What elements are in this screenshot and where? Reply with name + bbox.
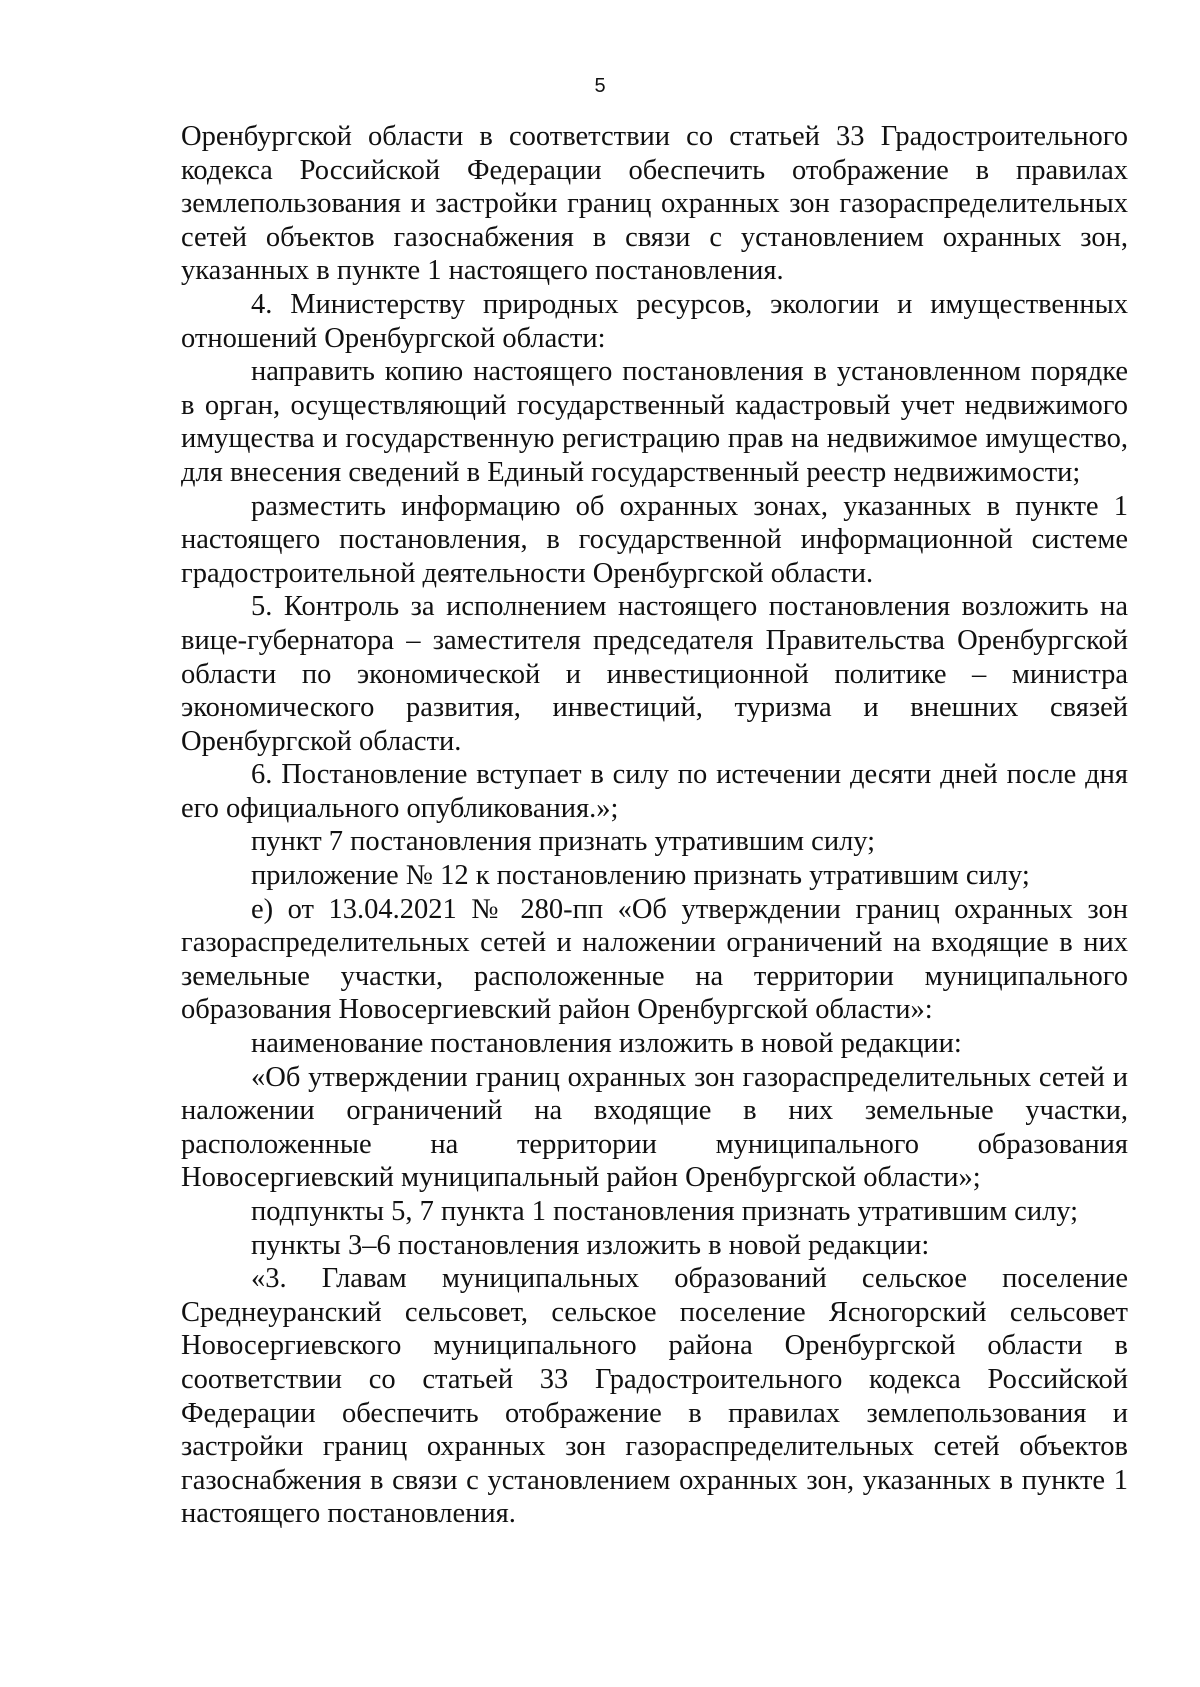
paragraph-new-item-3: «3. Главам муниципальных образований сельское поселение Среднеуранский сельсовет, сельское поселение Ясногорский сельсовет Новосергиевского муниципального района Оренбургской области в соответствии со статьей 33 Градостроительного кодекса Российской Федерации обеспечить отображение в правилах землепользования и застройки границ охранных зон газораспределительных сетей объектов газоснабжения в связи с установлением охранных зон, указанных в пункте 1 настоящего постановления. — [181, 1263, 1128, 1530]
paragraph-item-5: 5. Контроль за исполнением настоящего постановления возложить на вице-губернатора – заместителя председателя Правительства Оренбургской области по экономической и инвестиционной политике – министра экономического развития, инвестиций, туризма и внешних связей Оренбургской области. — [181, 591, 1128, 757]
paragraph-item-4: 4. Министерству природных ресурсов, экологии и имущественных отношений Оренбургской области: — [181, 288, 1128, 354]
paragraph-appendix-12: приложение № 12 к постановлению признать утратившим силу; — [251, 860, 1030, 892]
paragraph-title-change: наименование постановления изложить в новой редакции: — [251, 1028, 962, 1060]
paragraph-point-7: пункт 7 постановления признать утратившим силу; — [251, 826, 876, 858]
paragraph-subpoints-void: подпункты 5, 7 пункта 1 постановления признать утратившим силу; — [251, 1196, 1079, 1227]
paragraph-item-6: 6. Постановление вступает в силу по истечении десяти дней после дня его официального опубликования.»; — [181, 759, 1128, 824]
document-body — [181, 120, 1128, 1531]
page-number: 5 — [594, 75, 606, 97]
paragraph-publish-info: разместить информацию об охранных зонах, указанных в пункте 1 настоящего постановления, в государственной информационной системе градостроительной деятельности Оренбургской области. — [181, 490, 1128, 589]
paragraph-points-3-6: пункты 3–6 постановления изложить в новой редакции: — [251, 1229, 930, 1261]
paragraph-subitem-e: е) от 13.04.2021 № 280-пп «Об утверждении границ охранных зон газораспределительных сетей и наложении ограничений на входящие в них земельные участки, расположенные на территории муниципального образования Новосергиевский район Оренбургской области»: — [181, 893, 1128, 1026]
paragraph-continuation: Оренбургской области в соответствии со статьей 33 Градостроительного кодекса Российской Федерации обеспечить отображение в правилах землепользования и застройки границ охранных зон газораспределительных сетей объектов газоснабжения в связи с установлением охранных зон, указанных в пункте 1 настоящего постановления. — [181, 121, 1128, 287]
paragraph-new-title: «Об утверждении границ охранных зон газораспределительных сетей и наложении ограничений на входящие в них земельные участки, расположенные на территории муниципального образования Новосергиевский муниципальный район Оренбургской области»; — [181, 1061, 1128, 1194]
paragraph-send-copy: направить копию настоящего постановления в установленном порядке в орган, осуществляющий государственный кадастровый учет недвижимого имущества и государственную регистрацию прав на недвижимое имущество, для внесения сведений в Единый государственный реестр недвижимости; — [181, 356, 1128, 488]
